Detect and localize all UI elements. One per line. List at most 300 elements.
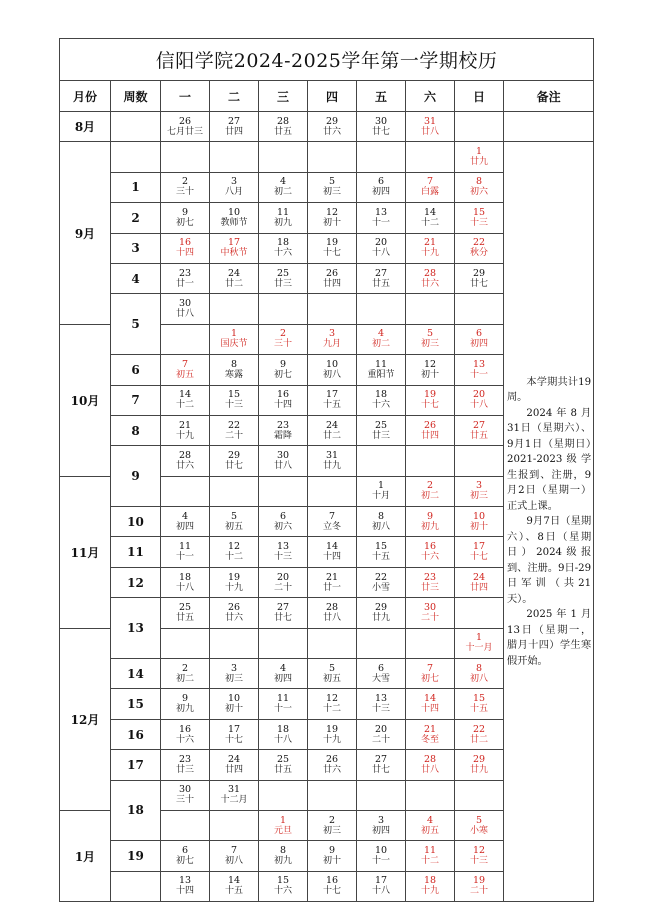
day-number: 7 xyxy=(328,510,336,522)
day-cell xyxy=(308,689,357,719)
day-number: 15 xyxy=(276,875,290,887)
day-cell xyxy=(455,841,504,871)
lunar-date-label: 初九 xyxy=(273,217,292,228)
lunar-date-label: 十四 xyxy=(175,886,194,897)
day-cell xyxy=(357,385,406,415)
day-cell xyxy=(308,871,357,901)
day-cell xyxy=(455,355,504,385)
day-cell xyxy=(406,142,455,172)
day-number: 16 xyxy=(178,237,192,249)
lunar-date-label: 二十 xyxy=(273,582,292,593)
lunar-date-label: 寒露 xyxy=(224,369,243,380)
day-cell xyxy=(357,567,406,597)
day-number: 10 xyxy=(325,358,339,370)
day-number: 9 xyxy=(279,358,287,370)
day-number: 29 xyxy=(472,267,486,279)
lunar-date-label: 廿六 xyxy=(175,460,194,471)
day-cell xyxy=(357,659,406,689)
day-cell xyxy=(308,750,357,780)
day-cell xyxy=(259,598,308,628)
lunar-date-label: 初十 xyxy=(224,704,243,715)
lunar-date-label: 十七 xyxy=(322,886,341,897)
day-number: 13 xyxy=(472,358,486,370)
day-cell xyxy=(308,385,357,415)
day-number: 17 xyxy=(374,875,388,887)
day-number: 26 xyxy=(227,601,241,613)
day-cell xyxy=(161,628,210,658)
day-number: 30 xyxy=(374,115,388,127)
lunar-date-label: 初八 xyxy=(224,856,243,867)
day-number: 11 xyxy=(276,206,290,218)
lunar-date-label: 初四 xyxy=(469,339,488,350)
lunar-date-label: 廿三 xyxy=(273,278,292,289)
day-number: 8 xyxy=(475,176,483,188)
week-number-cell: 1 xyxy=(111,172,161,202)
day-number: 30 xyxy=(178,784,192,796)
day-cell xyxy=(259,112,308,142)
lunar-date-label: 十三 xyxy=(469,856,488,867)
day-number: 4 xyxy=(279,662,287,674)
day-number: 16 xyxy=(178,723,192,735)
day-number: 2 xyxy=(426,480,434,492)
day-number: 13 xyxy=(276,541,290,553)
day-cell xyxy=(357,142,406,172)
day-number: 12 xyxy=(227,541,241,553)
lunar-date-label: 廿三 xyxy=(371,430,390,441)
lunar-date-label: 初五 xyxy=(175,369,194,380)
day-cell xyxy=(406,476,455,506)
day-cell xyxy=(161,659,210,689)
day-cell xyxy=(406,385,455,415)
day-number: 27 xyxy=(374,753,388,765)
day-number: 6 xyxy=(377,176,385,188)
lunar-date-label: 二十 xyxy=(371,734,390,745)
day-cell xyxy=(406,659,455,689)
day-number: 21 xyxy=(178,419,192,431)
lunar-date-label: 十二 xyxy=(224,552,243,563)
day-cell xyxy=(308,446,357,476)
day-cell xyxy=(357,172,406,202)
day-cell xyxy=(357,507,406,537)
day-cell xyxy=(455,415,504,445)
day-number: 21 xyxy=(423,723,437,735)
day-cell xyxy=(210,871,259,901)
day-cell xyxy=(455,294,504,324)
day-cell xyxy=(406,719,455,749)
day-number: 9 xyxy=(181,693,189,705)
day-cell xyxy=(308,567,357,597)
day-number: 7 xyxy=(230,845,238,857)
remark-paragraph: 2025年1月13日（星期一，腊月十四）学生寒假开始。 xyxy=(507,609,592,667)
lunar-date-label: 廿八 xyxy=(273,460,292,471)
lunar-date-label: 廿五 xyxy=(273,764,292,775)
lunar-date-label: 廿四 xyxy=(322,278,341,289)
day-number: 14 xyxy=(178,389,192,401)
lunar-date-label: 廿三 xyxy=(420,582,439,593)
day-number: 27 xyxy=(227,115,241,127)
lunar-date-label: 廿二 xyxy=(322,430,341,441)
day-number: 12 xyxy=(472,845,486,857)
lunar-date-label: 廿七 xyxy=(469,278,488,289)
day-cell xyxy=(406,567,455,597)
lunar-date-label: 廿八 xyxy=(322,612,341,623)
lunar-date-label: 廿六 xyxy=(420,278,439,289)
day-cell xyxy=(406,263,455,293)
day-cell xyxy=(455,628,504,658)
lunar-date-label: 十八 xyxy=(273,734,292,745)
day-cell xyxy=(357,598,406,628)
week-number-cell: 13 xyxy=(111,598,161,659)
lunar-date-label: 十三 xyxy=(371,704,390,715)
day-number: 31 xyxy=(325,449,339,461)
day-number: 19 xyxy=(227,571,241,583)
day-cell xyxy=(308,142,357,172)
day-cell xyxy=(161,263,210,293)
day-cell xyxy=(357,324,406,354)
day-cell xyxy=(406,294,455,324)
lunar-date-label: 十七 xyxy=(469,552,488,563)
day-cell xyxy=(161,415,210,445)
day-cell xyxy=(161,476,210,506)
lunar-date-label: 二十 xyxy=(469,886,488,897)
day-cell xyxy=(210,355,259,385)
day-cell xyxy=(161,355,210,385)
lunar-date-label: 十四 xyxy=(420,704,439,715)
day-cell xyxy=(259,507,308,537)
day-cell xyxy=(259,355,308,385)
day-number: 26 xyxy=(325,267,339,279)
day-cell xyxy=(455,871,504,901)
day-number: 14 xyxy=(423,693,437,705)
lunar-date-label: 国庆节 xyxy=(220,339,248,350)
day-number: 4 xyxy=(279,176,287,188)
day-number: 3 xyxy=(475,480,483,492)
day-number: 22 xyxy=(227,419,241,431)
day-number: 29 xyxy=(227,449,241,461)
day-number: 8 xyxy=(377,510,385,522)
day-cell xyxy=(259,871,308,901)
lunar-date-label: 秋分 xyxy=(469,248,488,259)
calendar-title: 信阳学院2024-2025学年第一学期校历 xyxy=(60,39,594,81)
week-number-cell: 18 xyxy=(111,780,161,841)
lunar-date-label: 初二 xyxy=(371,339,390,350)
week-number-cell: 10 xyxy=(111,507,161,537)
day-number: 24 xyxy=(472,571,486,583)
day-cell xyxy=(210,263,259,293)
day-number: 24 xyxy=(227,267,241,279)
day-cell xyxy=(259,841,308,871)
day-number: 27 xyxy=(276,601,290,613)
lunar-date-label: 廿二 xyxy=(224,278,243,289)
day-number: 4 xyxy=(426,814,434,826)
day-cell xyxy=(406,415,455,445)
day-cell xyxy=(161,810,210,840)
day-cell xyxy=(308,203,357,233)
day-cell xyxy=(259,689,308,719)
day-cell xyxy=(308,112,357,142)
lunar-date-label: 初九 xyxy=(420,521,439,532)
day-cell xyxy=(308,598,357,628)
day-number: 24 xyxy=(325,419,339,431)
calendar-row xyxy=(60,142,594,172)
lunar-date-label: 冬至 xyxy=(420,734,439,745)
remarks-text xyxy=(504,375,593,670)
day-number: 30 xyxy=(423,601,437,613)
lunar-date-label: 廿五 xyxy=(175,612,194,623)
day-number: 23 xyxy=(423,571,437,583)
lunar-date-label: 十九 xyxy=(175,430,194,441)
lunar-date-label: 十七 xyxy=(322,248,341,259)
lunar-date-label: 九月 xyxy=(322,339,341,350)
lunar-date-label: 白露 xyxy=(420,187,439,198)
week-number-cell xyxy=(111,871,161,901)
day-number: 2 xyxy=(181,176,189,188)
day-cell xyxy=(455,780,504,810)
day-cell xyxy=(210,172,259,202)
day-cell xyxy=(357,537,406,567)
lunar-date-label: 二十 xyxy=(420,612,439,623)
week-number-cell: 6 xyxy=(111,355,161,385)
month-cell: 8月 xyxy=(60,112,111,142)
day-cell xyxy=(259,294,308,324)
lunar-date-label: 小雪 xyxy=(371,582,390,593)
day-number: 2 xyxy=(328,814,336,826)
lunar-date-label: 十九 xyxy=(322,734,341,745)
day-cell xyxy=(259,172,308,202)
day-number: 14 xyxy=(325,541,339,553)
lunar-date-label: 廿五 xyxy=(273,126,292,137)
lunar-date-label: 廿六 xyxy=(322,764,341,775)
day-number: 13 xyxy=(374,693,388,705)
lunar-date-label: 教师节 xyxy=(220,217,248,228)
day-number: 27 xyxy=(374,267,388,279)
school-calendar-table xyxy=(59,38,594,902)
day-number: 20 xyxy=(276,571,290,583)
lunar-date-label: 初四 xyxy=(175,521,194,532)
remark-paragraph: 9月7日（星期六）、8日（星期日）2024级报到、注册。9日-29日军训（共21天）。 xyxy=(507,516,592,605)
lunar-date-label: 初七 xyxy=(420,673,439,684)
day-number: 2 xyxy=(279,328,287,340)
lunar-date-label: 十八 xyxy=(371,886,390,897)
lunar-date-label: 初五 xyxy=(420,825,439,836)
header-friday: 五 xyxy=(357,81,406,112)
day-cell xyxy=(406,507,455,537)
day-cell xyxy=(455,567,504,597)
day-cell xyxy=(406,871,455,901)
lunar-date-label: 十六 xyxy=(371,400,390,411)
day-cell xyxy=(406,172,455,202)
day-number: 29 xyxy=(374,601,388,613)
day-cell xyxy=(161,598,210,628)
lunar-date-label: 十五 xyxy=(224,886,243,897)
day-number: 23 xyxy=(178,267,192,279)
day-cell xyxy=(210,142,259,172)
day-number: 26 xyxy=(178,115,192,127)
day-number: 18 xyxy=(276,723,290,735)
day-number: 15 xyxy=(472,693,486,705)
day-cell xyxy=(161,172,210,202)
lunar-date-label: 廿九 xyxy=(322,460,341,471)
day-number: 8 xyxy=(279,845,287,857)
day-cell xyxy=(308,233,357,263)
lunar-date-label: 十二 xyxy=(420,217,439,228)
lunar-date-label: 十六 xyxy=(175,734,194,745)
day-cell xyxy=(308,294,357,324)
week-number-cell: 8 xyxy=(111,415,161,445)
day-number: 7 xyxy=(426,176,434,188)
day-cell xyxy=(210,628,259,658)
lunar-date-label: 初六 xyxy=(273,521,292,532)
week-number-cell: 19 xyxy=(111,841,161,871)
day-cell xyxy=(406,324,455,354)
day-cell xyxy=(210,841,259,871)
day-number: 28 xyxy=(423,753,437,765)
day-number: 12 xyxy=(423,358,437,370)
day-number: 11 xyxy=(423,845,437,857)
day-cell xyxy=(259,719,308,749)
day-number: 1 xyxy=(230,328,238,340)
day-cell xyxy=(455,172,504,202)
day-number: 21 xyxy=(423,237,437,249)
day-cell xyxy=(308,810,357,840)
lunar-date-label: 十六 xyxy=(273,248,292,259)
lunar-date-label: 元旦 xyxy=(273,825,292,836)
lunar-date-label: 十七 xyxy=(224,734,243,745)
day-cell xyxy=(259,233,308,263)
lunar-date-label: 廿九 xyxy=(371,612,390,623)
day-number: 16 xyxy=(325,875,339,887)
day-cell xyxy=(259,324,308,354)
day-cell xyxy=(455,719,504,749)
day-cell xyxy=(210,750,259,780)
day-cell xyxy=(210,233,259,263)
day-number: 6 xyxy=(181,845,189,857)
day-cell xyxy=(308,659,357,689)
lunar-date-label: 八月 xyxy=(224,187,243,198)
day-number: 9 xyxy=(328,845,336,857)
lunar-date-label: 初七 xyxy=(175,856,194,867)
day-cell xyxy=(357,263,406,293)
day-cell xyxy=(259,567,308,597)
header-week: 周数 xyxy=(111,81,161,112)
remark-paragraph: 本学期共计19周。 xyxy=(507,376,592,404)
day-cell xyxy=(455,233,504,263)
lunar-date-label: 廿七 xyxy=(273,612,292,623)
remarks-cell xyxy=(504,142,594,902)
day-cell xyxy=(357,476,406,506)
day-number: 31 xyxy=(227,784,241,796)
week-number-cell: 2 xyxy=(111,203,161,233)
day-cell xyxy=(308,172,357,202)
day-number: 19 xyxy=(325,723,339,735)
lunar-date-label: 十八 xyxy=(371,248,390,259)
day-number: 20 xyxy=(472,389,486,401)
day-number: 31 xyxy=(423,115,437,127)
lunar-date-label: 七月廿三 xyxy=(166,126,203,137)
day-cell xyxy=(210,507,259,537)
lunar-date-label: 廿七 xyxy=(371,764,390,775)
day-number: 25 xyxy=(178,601,192,613)
day-number: 22 xyxy=(472,237,486,249)
lunar-date-label: 初五 xyxy=(322,673,341,684)
lunar-date-label: 十六 xyxy=(420,552,439,563)
lunar-date-label: 十八 xyxy=(175,582,194,593)
lunar-date-label: 大雪 xyxy=(371,673,390,684)
lunar-date-label: 廿三 xyxy=(175,764,194,775)
day-cell xyxy=(357,628,406,658)
day-cell xyxy=(406,810,455,840)
day-cell xyxy=(210,324,259,354)
lunar-date-label: 廿四 xyxy=(224,126,243,137)
day-cell xyxy=(406,628,455,658)
day-cell xyxy=(259,385,308,415)
day-number: 8 xyxy=(475,662,483,674)
day-number: 19 xyxy=(423,389,437,401)
day-cell xyxy=(308,355,357,385)
lunar-date-label: 廿二 xyxy=(469,734,488,745)
lunar-date-label: 廿四 xyxy=(224,764,243,775)
lunar-date-label: 十四 xyxy=(322,552,341,563)
lunar-date-label: 初三 xyxy=(420,339,439,350)
day-cell xyxy=(455,689,504,719)
day-cell xyxy=(210,476,259,506)
day-cell xyxy=(308,841,357,871)
week-number-cell: 7 xyxy=(111,385,161,415)
day-cell xyxy=(455,324,504,354)
week-number-cell: 16 xyxy=(111,719,161,749)
day-cell xyxy=(210,810,259,840)
day-number: 13 xyxy=(178,875,192,887)
lunar-date-label: 十二月 xyxy=(220,795,248,806)
calendar-body xyxy=(60,112,594,902)
day-cell xyxy=(259,476,308,506)
day-number: 1 xyxy=(377,480,385,492)
lunar-date-label: 初三 xyxy=(322,825,341,836)
day-cell xyxy=(455,507,504,537)
day-cell xyxy=(357,780,406,810)
day-cell xyxy=(455,476,504,506)
day-cell xyxy=(406,537,455,567)
day-number: 17 xyxy=(472,541,486,553)
lunar-date-label: 初三 xyxy=(224,673,243,684)
lunar-date-label: 廿八 xyxy=(420,764,439,775)
day-number: 28 xyxy=(423,267,437,279)
day-cell xyxy=(210,294,259,324)
day-cell xyxy=(161,780,210,810)
lunar-date-label: 十九 xyxy=(224,582,243,593)
day-number: 6 xyxy=(279,510,287,522)
day-cell xyxy=(161,719,210,749)
day-number: 4 xyxy=(377,328,385,340)
day-cell xyxy=(308,476,357,506)
day-cell xyxy=(455,598,504,628)
day-number: 18 xyxy=(423,875,437,887)
day-number: 11 xyxy=(178,541,192,553)
day-cell xyxy=(455,112,504,142)
week-number-cell: 4 xyxy=(111,263,161,293)
lunar-date-label: 廿八 xyxy=(420,126,439,137)
month-cell: 12月 xyxy=(60,628,111,810)
day-cell xyxy=(357,233,406,263)
day-cell xyxy=(357,415,406,445)
day-cell xyxy=(161,324,210,354)
lunar-date-label: 廿六 xyxy=(224,612,243,623)
day-number: 6 xyxy=(377,662,385,674)
day-cell xyxy=(357,689,406,719)
day-number: 5 xyxy=(328,662,336,674)
day-cell xyxy=(161,142,210,172)
day-number: 22 xyxy=(374,571,388,583)
